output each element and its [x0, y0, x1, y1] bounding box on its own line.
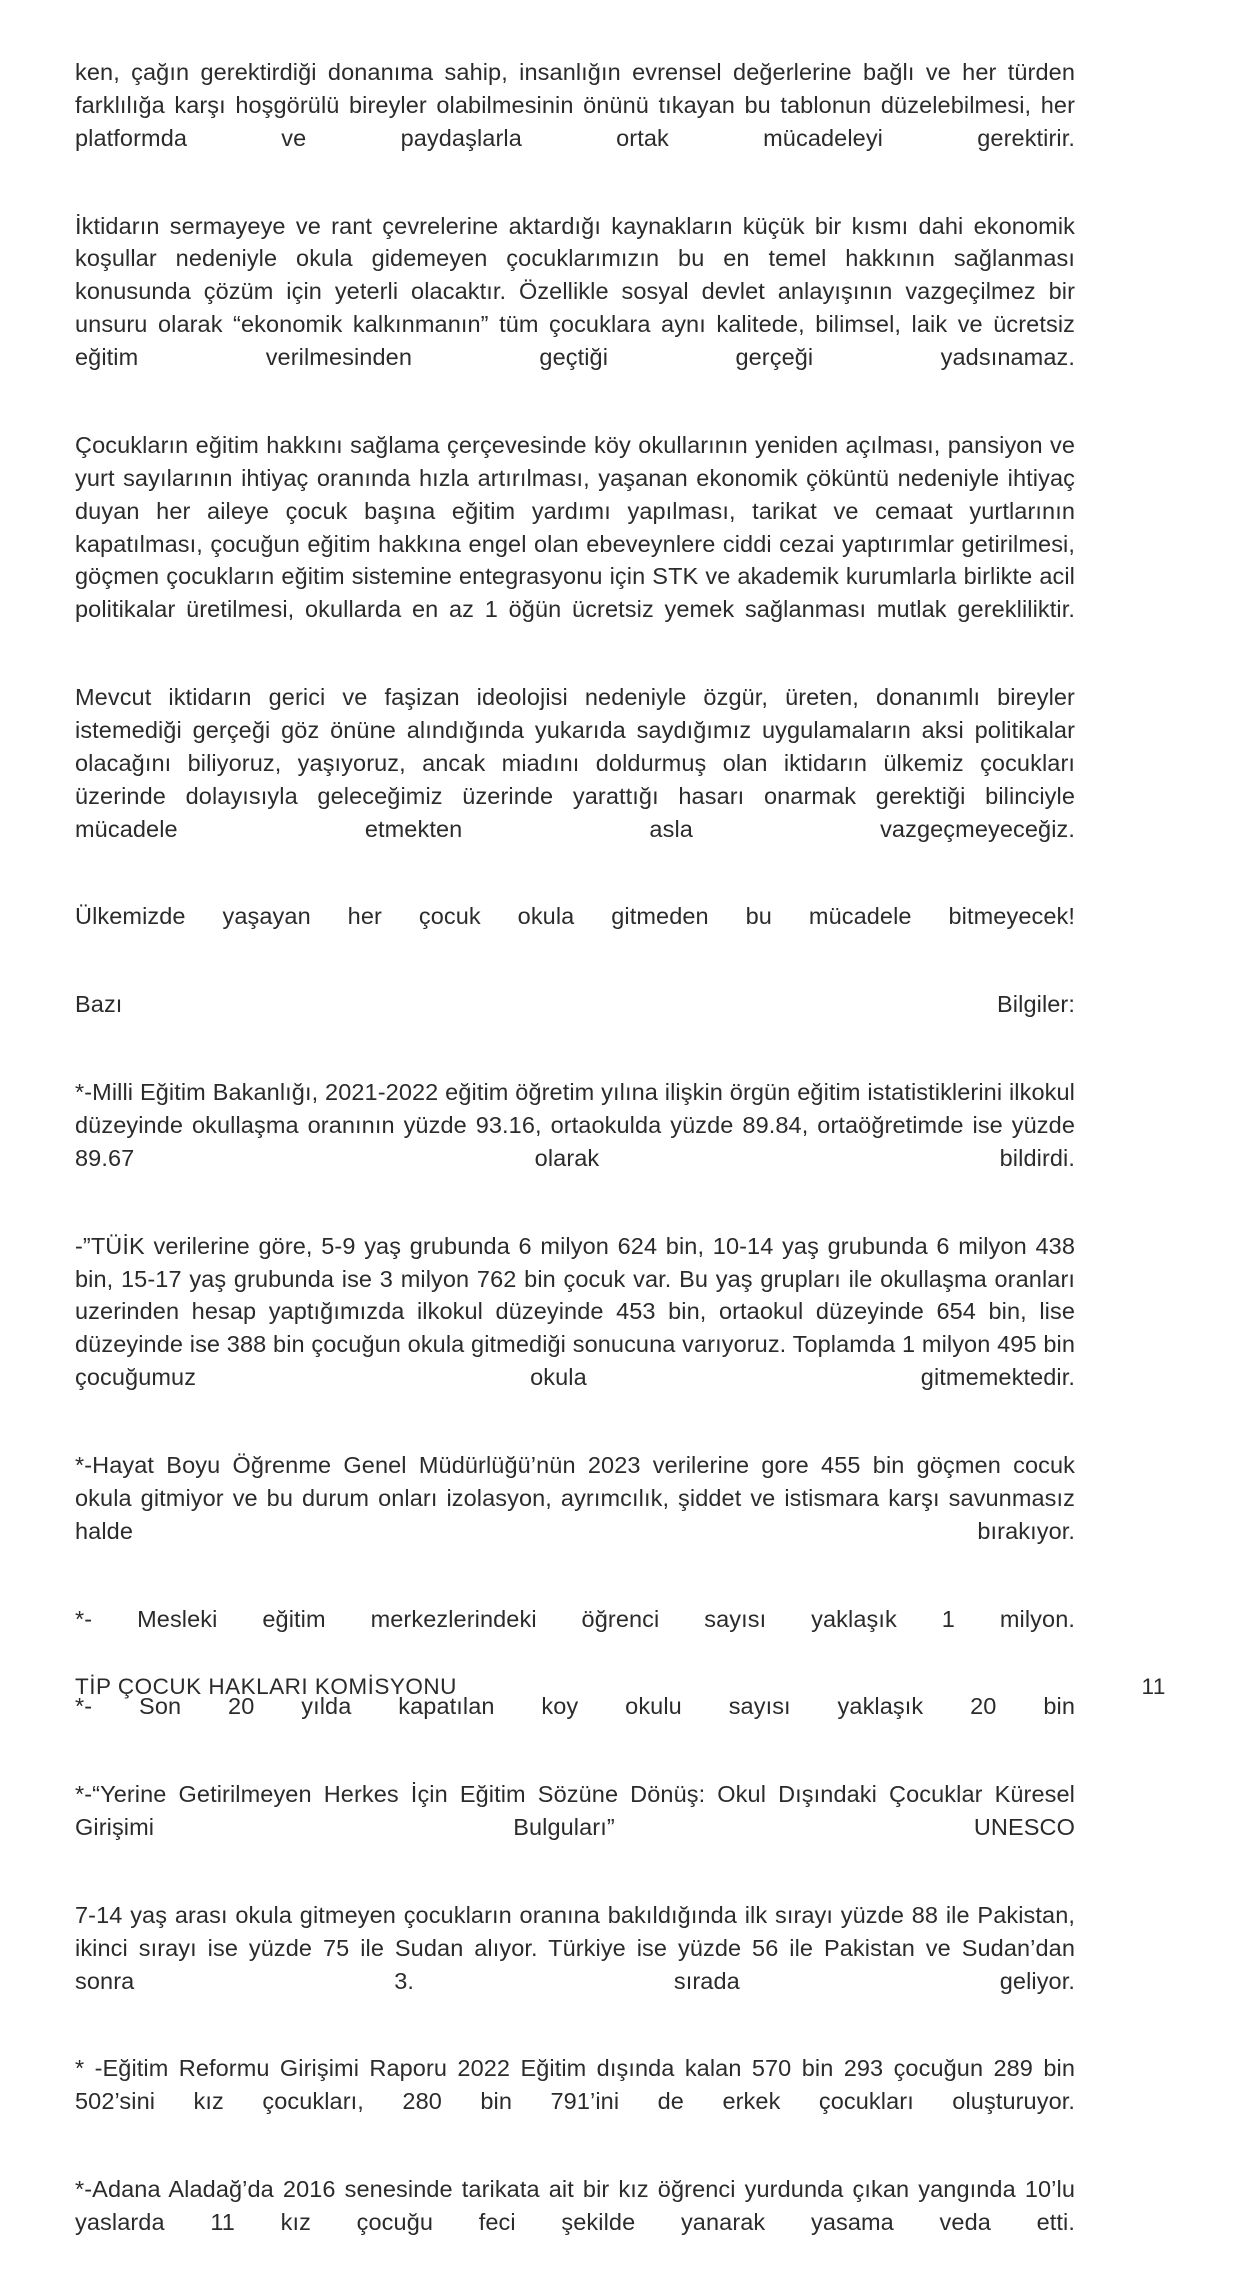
fact-country-ranking: 7-14 yaş arası okula gitmeyen çocukların oranına bakıldığında ilk sırayı yüzde 88 ile Pakistan, ikinci sırayı ise yüzde 75 ile Sudan alıyor. Türkiye ise yüzde 56 ile Pakistan ve Sudan’dan sonra 3. sırada geliyor. [75, 1901, 1075, 1994]
page-body-text [75, 56, 1075, 2272]
page-number: 11 [1141, 1674, 1166, 1699]
fact-eri-report-2022: * -Eğitim Reformu Girişimi Raporu 2022 Eğitim dışında kalan 570 bin 293 çocuğun 289 bin 502’sini kız çocukları, 280 bin 791’ini de erkek çocukları oluşturuyor. [75, 2055, 1075, 2115]
footer-organization-name: TİP ÇOCUK HAKLARI KOMİSYONU [75, 1674, 457, 1699]
fact-vocational-training-centers: *- Mesleki eğitim merkezlerindeki öğrenci sayısı yaklaşık 1 milyon. [75, 1605, 1075, 1632]
paragraph-struggle: Mevcut iktidarın gerici ve faşizan ideolojisi nedeniyle özgür, üreten, donanımlı bireyler istemediği gerçeği göz önüne alındığında yukarıda saydığımız uygulamaların aksi politikalar olacağını biliyoruz, yaşıyoruz, ancak miadını doldurmuş olan iktidarın ülkemiz çocukları üzerinde dolayısıyla geleceğimiz üzerinde yarattığı hasarı onarmak gerektiği bilinciyle mücadele etmekten asla vazgeçmeyeceğiz. [75, 684, 1075, 842]
fact-tuik-age-groups: -”TÜİK verilerine göre, 5-9 yaş grubunda 6 milyon 624 bin, 10-14 yaş grubunda 6 milyon 438 bin, 15-17 yaş grubunda ise 3 milyon 762 bin çocuk var. Bu yaş grupları ile okullaşma oranları uzerinden hesap yaptığımızda ilkokul düzeyinde 453 bin, ortaokul düzeyinde 654 bin, lise düzeyinde ise 388 bin çocuğun okula gitmediği sonucuna varıyoruz. Toplamda 1 milyon 495 bin çocuğumuz okula gitmemektedir. [75, 1232, 1075, 1391]
paragraph-continuation: ken, çağın gerektirdiği donanıma sahip, insanlığın evrensel değerlerine bağlı ve her türden farklılığa karşı hoşgörülü bireyler olabilmesinin önünü tıkayan bu tablonun düzelebilmesi, her platformda ve paydaşlarla ortak mücadeleyi gerektirir. [75, 59, 1075, 151]
fact-migrant-children: *-Hayat Boyu Öğrenme Genel Müdürlüğü’nün 2023 verilerine gore 455 bin göçmen cocuk okula gitmiyor ve bu durum onları izolasyon, ayrımcılık, şiddet ve istismara karşı savunmasız halde bırakıyor. [75, 1451, 1075, 1544]
paragraph-demands: Çocukların eğitim hakkını sağlama çerçevesinde köy okullarının yeniden açılması, pansiyon ve yurt sayılarının ihtiyaç oranında hızla artırılması, yaşanan ekonomik çöküntü nedeniyle ihtiyaç duyan her aileye çocuk başına eğitim yardımı yapılması, tarikat ve cemaat yurtlarının kapatılması, çocuğun eğitim hakkına engel olan ebeveynlere ciddi cezai yaptırımlar getirilmesi, göçmen çocukların eğitim sistemine entegrasyonu için STK ve akademik kurumlarla birlikte acil politikalar üretilmesi, okullarda en az 1 öğün ücretsiz yemek sağlanması mutlak gerekliliktir. [75, 431, 1075, 623]
fact-unesco-report-title: *-“Yerine Getirilmeyen Herkes İçin Eğitim Sözüne Dönüş: Okul Dışındaki Çocuklar Küresel Girişimi Bulguları” UNESCO [75, 1781, 1075, 1840]
fact-adana-aladag-fire: *-Adana Aladağ’da 2016 senesinde tarikata ait bir kız öğrenci yurdunda çıkan yangında 10’lu yaslarda 11 kız çocuğu feci şekilde yanarak yasama veda etti. [75, 2175, 1075, 2235]
fact-closed-village-schools: *- Son 20 yılda kapatılan koy okulu sayısı yaklaşık 20 bin [75, 1693, 1075, 1720]
fact-meb-schooling-rates: *-Milli Eğitim Bakanlığı, 2021-2022 eğitim öğretim yılına ilişkin örgün eğitim istatistiklerini ilkokul düzeyinde okullaşma oranının yüzde 93.16, ortaokulda yüzde 89.84, ortaöğretimde ise yüzde 89.67 olarak bildirdi. [75, 1079, 1075, 1171]
paragraph-slogan: Ülkemizde yaşayan her çocuk okula gitmeden bu mücadele bitmeyecek! [75, 903, 1075, 930]
paragraph-resources: İktidarın sermayeye ve rant çevrelerine aktardığı kaynakların küçük bir kısmı dahi ekonomik koşullar nedeniyle okula gidemeyen çocuklarımızın bu en temel hakkının sağlanması konusunda çözüm için yeterli olacaktır. Özellikle sosyal devlet anlayışının vazgeçilmez bir unsuru olarak “ekonomik kalkınmanın” tüm çocuklara aynı kalitede, bilimsel, laik ve ücretsiz eğitim verilmesinden geçtiği gerçeği yadsınamaz. [75, 212, 1075, 371]
page-footer [75, 1674, 1166, 1700]
heading-some-facts: Bazı Bilgiler: [75, 991, 1075, 1018]
